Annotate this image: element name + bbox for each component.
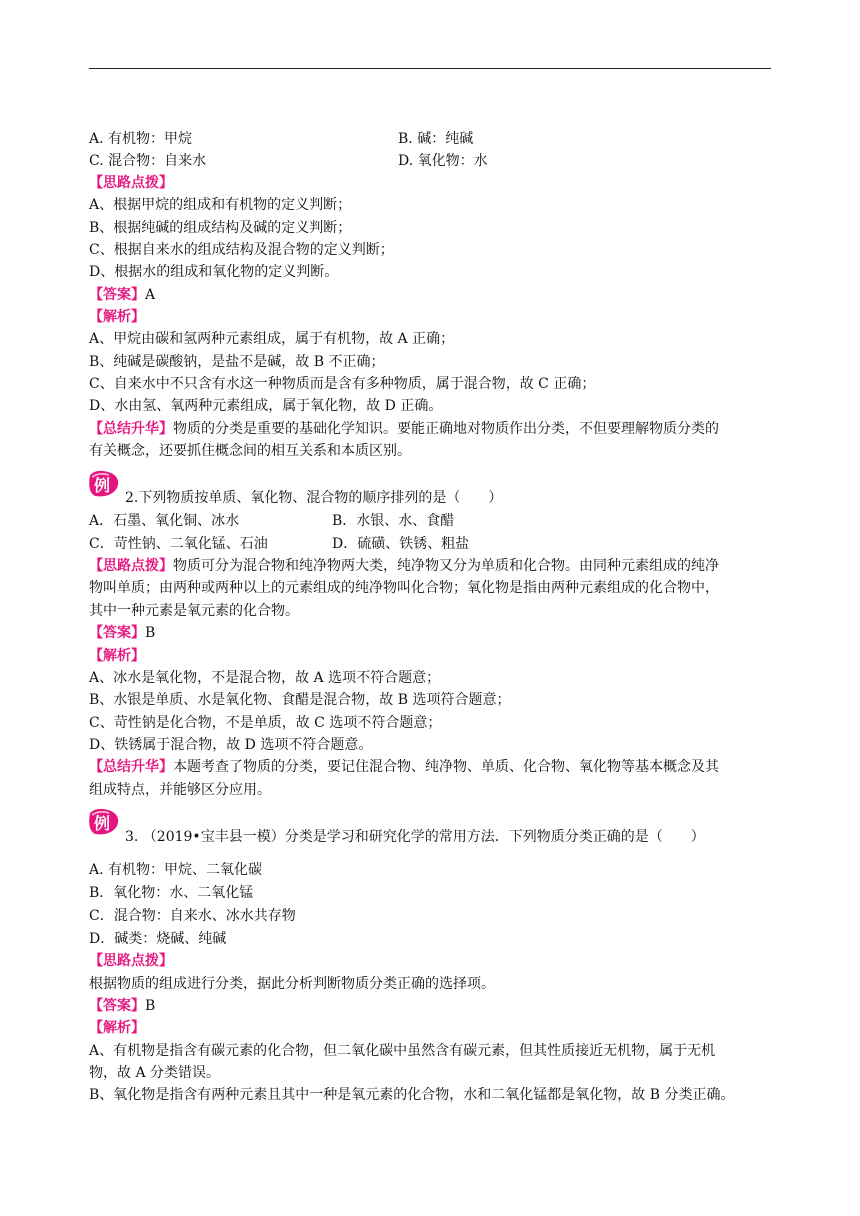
q1-hint-line: C、根据自来水的组成结构及混合物的定义判断； xyxy=(89,242,394,258)
q2-analysis-line: A、冰水是氧化物，不是混合物，故 A 选项不符合题意； xyxy=(89,670,441,686)
q3-analysis-line: A、有机物是指含有碳元素的化合物，但二氧化碳中虽然含有碳元素，但其性质接近无机物，属于无机 xyxy=(89,1043,716,1059)
q3-question: 3. （2019•宝丰县一模）分类是学习和研究化学的常用方法．下列物质分类正确的是（ ） xyxy=(125,829,705,845)
example-badge-icon xyxy=(87,470,121,500)
q2-option-b: B．水银、水、食醋 xyxy=(332,513,455,529)
q2-option-a: A．石墨、氧化铜、冰水 xyxy=(89,513,240,529)
q1-analysis-line: A、甲烷由碳和氢两种元素组成，属于有机物，故 A 正确； xyxy=(89,331,455,347)
q2-answer-line xyxy=(89,625,155,641)
example-badge-label: 例 xyxy=(93,476,111,495)
q1-option-c: C. 混合物：自来水 xyxy=(89,153,207,169)
q3-answer-value: B xyxy=(145,998,156,1014)
q2-hint-line: 其中一种元素是氧元素的化合物。 xyxy=(89,603,299,619)
q3-option: D．碱类：烧碱、纯碱 xyxy=(89,931,227,947)
q1-summary-tag: 【总结升华】 xyxy=(89,421,173,437)
q2-summary-text: 本题考查了物质的分类，要记住混合物、纯净物、单质、化合物、氧化物等基本概念及其 xyxy=(173,759,719,775)
q1-analysis-tag: 【解析】 xyxy=(89,309,145,325)
q1-option-d: D. 氧化物：水 xyxy=(398,153,488,169)
q2-question: 2.下列物质按单质、氧化物、混合物的顺序排列的是（ ） xyxy=(125,490,503,506)
q3-hint-tag: 【思路点拨】 xyxy=(89,953,173,969)
q1-summary-line xyxy=(89,421,719,437)
q3-analysis-line: 物，故 A 分类错误。 xyxy=(89,1065,221,1081)
q3-option: A. 有机物：甲烷、二氧化碳 xyxy=(89,862,263,878)
q2-analysis-line: C、苛性钠是化合物，不是单质，故 C 选项不符合题意； xyxy=(89,715,442,731)
q2-option-d: D．硫磺、铁锈、粗盐 xyxy=(332,536,470,552)
q2-analysis-line: D、铁锈属于混合物，故 D 选项不符合题意。 xyxy=(89,737,373,753)
q1-answer-tag: 【答案】 xyxy=(89,287,145,303)
q3-analysis-tag: 【解析】 xyxy=(89,1020,145,1036)
q2-summary-line: 组成特点，并能够区分应用。 xyxy=(89,782,271,798)
q2-analysis-tag: 【解析】 xyxy=(89,648,145,664)
example-badge-label: 例 xyxy=(93,814,111,833)
header-rule xyxy=(89,68,771,69)
q3-answer-tag: 【答案】 xyxy=(89,998,145,1014)
q3-answer-line xyxy=(89,998,155,1014)
example-badge-icon xyxy=(87,808,121,838)
q2-hint-line xyxy=(89,558,719,574)
q1-option-a: A. 有机物：甲烷 xyxy=(89,131,193,147)
q1-analysis-line: B、纯碱是碳酸钠，是盐不是碱，故 B 不正确； xyxy=(89,354,385,370)
q1-hint-tag: 【思路点拨】 xyxy=(89,175,173,191)
q1-analysis-line: D、水由氢、氧两种元素组成，属于氧化物，故 D 正确。 xyxy=(89,398,443,414)
q1-hint-line: A、根据甲烷的组成和有机物的定义判断； xyxy=(89,197,352,213)
q2-summary-tag: 【总结升华】 xyxy=(89,759,173,775)
q1-summary-text: 物质的分类是重要的基础化学知识。要能正确地对物质作出分类，不但要理解物质分类的 xyxy=(173,421,719,437)
q2-option-c: C．苛性钠、二氧化锰、石油 xyxy=(89,536,268,552)
q1-summary-line: 有关概念，还要抓住概念间的相互关系和本质区别。 xyxy=(89,443,411,459)
q1-hint-line: B、根据纯碱的组成结构及碱的定义判断； xyxy=(89,220,352,236)
q2-hint-tag: 【思路点拨】 xyxy=(89,558,173,574)
q2-analysis-line: B、水银是单质、水是氧化物、食醋是混合物，故 B 选项符合题意； xyxy=(89,692,511,708)
q3-option: B．氧化物：水、二氧化锰 xyxy=(89,885,254,901)
q1-answer-value: A xyxy=(145,287,156,303)
q1-analysis-line: C、自来水中不只含有水这一种物质而是含有多种物质，属于混合物，故 C 正确； xyxy=(89,376,596,392)
q3-analysis-line: B、氧化物是指含有两种元素且其中一种是氧元素的化合物，水和二氧化锰都是氧化物，故 B 分类正确。 xyxy=(89,1087,735,1103)
q2-answer-value: B xyxy=(145,625,156,641)
q3-hint-line: 根据物质的组成进行分类，据此分析判断物质分类正确的选择项。 xyxy=(89,976,495,992)
q2-hint-text: 物质可分为混合物和纯净物两大类，纯净物又分为单质和化合物。由同种元素组成的纯净 xyxy=(173,558,719,574)
q2-answer-tag: 【答案】 xyxy=(89,625,145,641)
q1-hint-line: D、根据水的组成和氧化物的定义判断。 xyxy=(89,264,339,280)
q2-summary-line xyxy=(89,759,719,775)
q2-hint-line: 物叫单质；由两种或两种以上的元素组成的纯净物叫化合物；氧化物是指由两种元素组成的化合物中， xyxy=(89,580,719,596)
q3-option: C．混合物：自来水、冰水共存物 xyxy=(89,908,296,924)
q1-option-b: B. 碱：纯碱 xyxy=(398,131,474,147)
q1-answer-line xyxy=(89,287,155,303)
